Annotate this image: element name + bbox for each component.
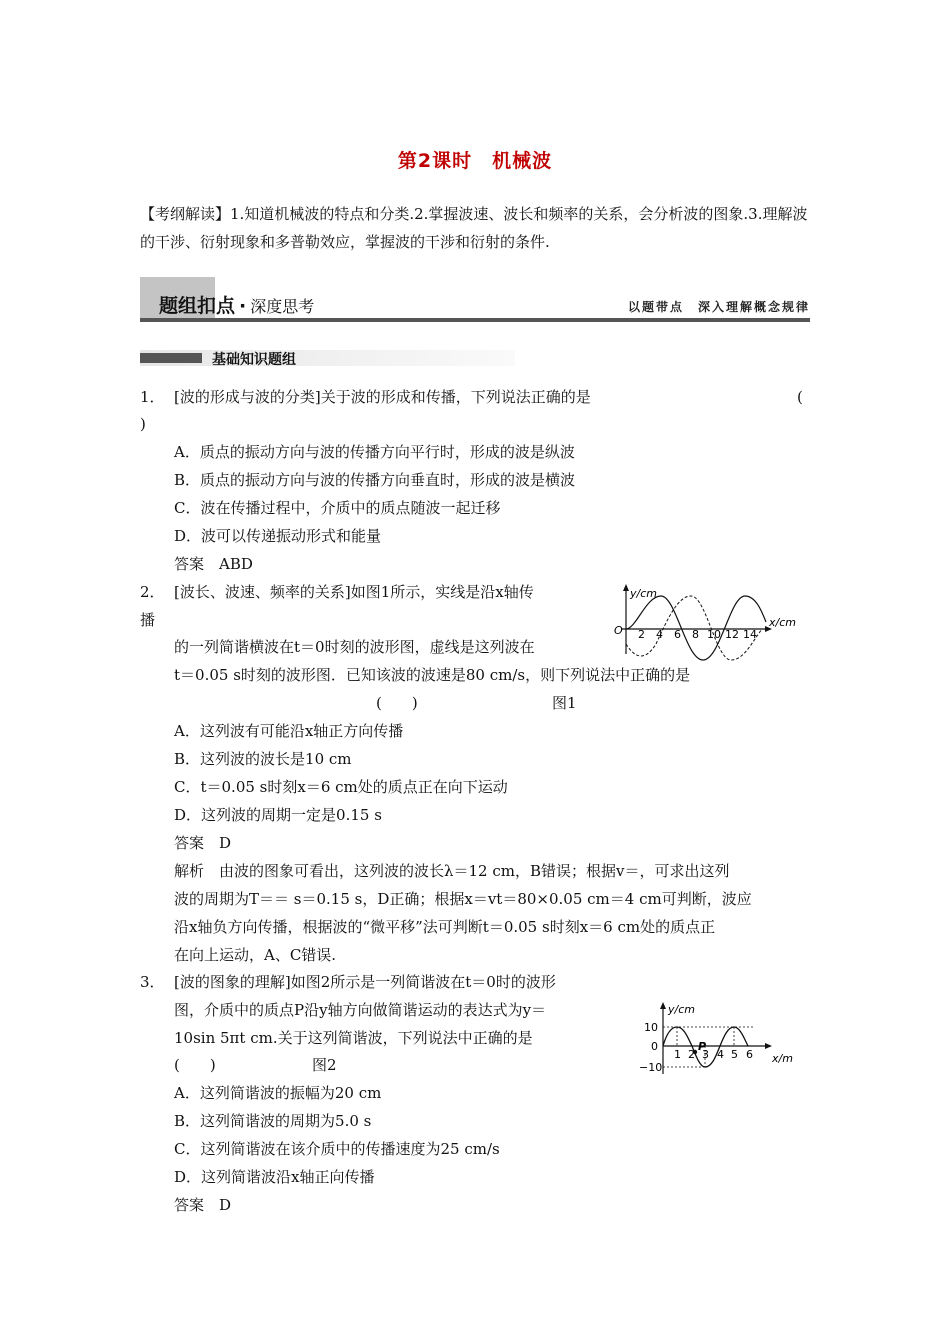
q3-answer: 答案 D (174, 1196, 232, 1214)
q2-analysis-line: 波的周期为T＝＝ s＝0.15 s，D正确；根据x＝vt＝80×0.05 cm＝4 cm可判断，波应 (174, 890, 752, 908)
q3-x-axis-arrow (765, 1043, 772, 1049)
q2-answer: 答案 D (174, 834, 232, 852)
q2-origin-label: O (614, 624, 623, 637)
q3-y-axis-arrow (660, 1002, 666, 1009)
section-header-dot: · (239, 295, 247, 317)
q2-figure-label: 图1 (552, 694, 577, 712)
q1-option-c: C．波在传播过程中，介质中的质点随波一起迁移 (174, 499, 501, 517)
q2-number: 2． (140, 583, 165, 601)
q2-answer-paren: ( ) (376, 694, 418, 712)
q2-analysis-line: 沿x轴负方向传播，根据波的“微平移”法可判断t＝0.05 s时刻x＝6 cm处的质点正 (174, 918, 716, 936)
q1-stem: [波的形成与波的分类]关于波的形成和传播，下列说法正确的是 (174, 388, 591, 406)
q2-xtick: 10 (707, 628, 721, 641)
q2-xtick: 6 (674, 628, 681, 641)
q3-x-label: x/m (772, 1052, 793, 1065)
q2-line1b: 播 (140, 611, 156, 629)
q1-option-a: A．质点的振动方向与波的传播方向平行时，形成的波是纵波 (174, 443, 575, 461)
q3-y-label: y/cm (668, 1003, 695, 1016)
q2-xtick: 8 (692, 628, 699, 641)
q1-option-d: D．波可以传递振动形式和能量 (174, 527, 382, 545)
q2-xtick: 14 (743, 628, 757, 641)
q3-xtick: 2 (688, 1048, 695, 1061)
syllabus-intro: 【考纲解读】1.知道机械波的特点和分类.2.掌握波速、波长和频率的关系，会分析波的图象.3.理解波的干涉、衍射现象和多普勒效应，掌握波的干涉和衍射的条件. (140, 205, 808, 251)
q2-wave-figure (612, 582, 812, 662)
section-header-rule (140, 318, 810, 322)
q1-option-b: B．质点的振动方向与波的传播方向垂直时，形成的波是横波 (174, 471, 576, 489)
q2-y-label: y/cm (630, 587, 657, 600)
section-header-sub: 深度思考 (250, 297, 315, 316)
q2-line1: [波长、波速、频率的关系]如图1所示，实线是沿x轴传 (174, 583, 534, 601)
q3-number: 3． (140, 973, 165, 991)
q3-figure-label: 图2 (312, 1056, 337, 1074)
subsection-bar-mark (140, 353, 202, 363)
q3-line2: 图，介质中的质点P沿y轴方向做简谐运动的表达式为y＝ (174, 1001, 547, 1019)
q3-ytick: 0 (651, 1040, 658, 1053)
subsection-title: 基础知识题组 (212, 352, 296, 368)
q3-option-b: B．这列简谐波的周期为5.0 s (174, 1112, 372, 1130)
q3-wave-figure (636, 1000, 806, 1080)
q2-analysis-line: 在向上运动，A、C错误. (174, 946, 337, 964)
q3-xtick: 5 (731, 1048, 738, 1061)
q2-x-label: x/cm (769, 616, 796, 629)
q2-analysis-line: 解析 由波的图象可看出，这列波的波长λ＝12 cm，B错误；根据v＝，可求出这列 (174, 862, 730, 880)
q2-line2: 的一列简谐横波在t＝0时刻的波形图，虚线是这列波在 (174, 638, 535, 656)
q3-line1: [波的图象的理解]如图2所示是一列简谐波在t＝0时的波形 (174, 973, 556, 991)
q3-xtick: 4 (717, 1048, 724, 1061)
q3-line3: 10sin 5πt cm.关于这列简谐波，下列说法中正确的是 (174, 1029, 533, 1047)
q2-option-d: D．这列波的周期一定是0.15 s (174, 806, 382, 824)
q2-option-b: B．这列波的波长是10 cm (174, 750, 352, 768)
q2-option-a: A．这列波有可能沿x轴正方向传播 (174, 722, 404, 740)
q3-xtick: 3 (702, 1048, 709, 1061)
q3-xtick: 1 (674, 1048, 681, 1061)
page-title: 第2课时 机械波 (397, 150, 553, 172)
q3-ytick: −10 (639, 1061, 663, 1074)
q2-option-c: C．t＝0.05 s时刻x＝6 cm处的质点正在向下运动 (174, 778, 508, 796)
q2-line3: t＝0.05 s时刻的波形图．已知该波的波速是80 cm/s，则下列说法中正确的是 (174, 666, 691, 684)
section-header-title (159, 291, 314, 318)
q2-xtick: 12 (725, 628, 739, 641)
q3-answer-paren: ( ) (174, 1056, 216, 1074)
section-header-slogan: 以题带点 深入理解概念规律 (627, 300, 810, 314)
q3-point-label: P (698, 1040, 707, 1053)
q1-number: 1． (140, 388, 165, 406)
q3-xtick: 6 (746, 1048, 753, 1061)
q1-paren-open: ( (797, 388, 803, 406)
section-header-main: 题组扣点 (159, 295, 236, 317)
q3-ytick: 10 (644, 1021, 658, 1034)
q1-paren-close: ) (140, 415, 146, 433)
q1-answer: 答案 ABD (174, 555, 253, 573)
q3-option-a: A．这列简谐波的振幅为20 cm (174, 1084, 382, 1102)
q2-xtick: 4 (656, 628, 663, 641)
q2-y-axis-arrow (623, 584, 629, 591)
q3-option-c: C．这列简谐波在该介质中的传播速度为25 cm/s (174, 1140, 500, 1158)
q2-xtick: 2 (638, 628, 645, 641)
q3-option-d: D．这列简谐波沿x轴正向传播 (174, 1168, 375, 1186)
